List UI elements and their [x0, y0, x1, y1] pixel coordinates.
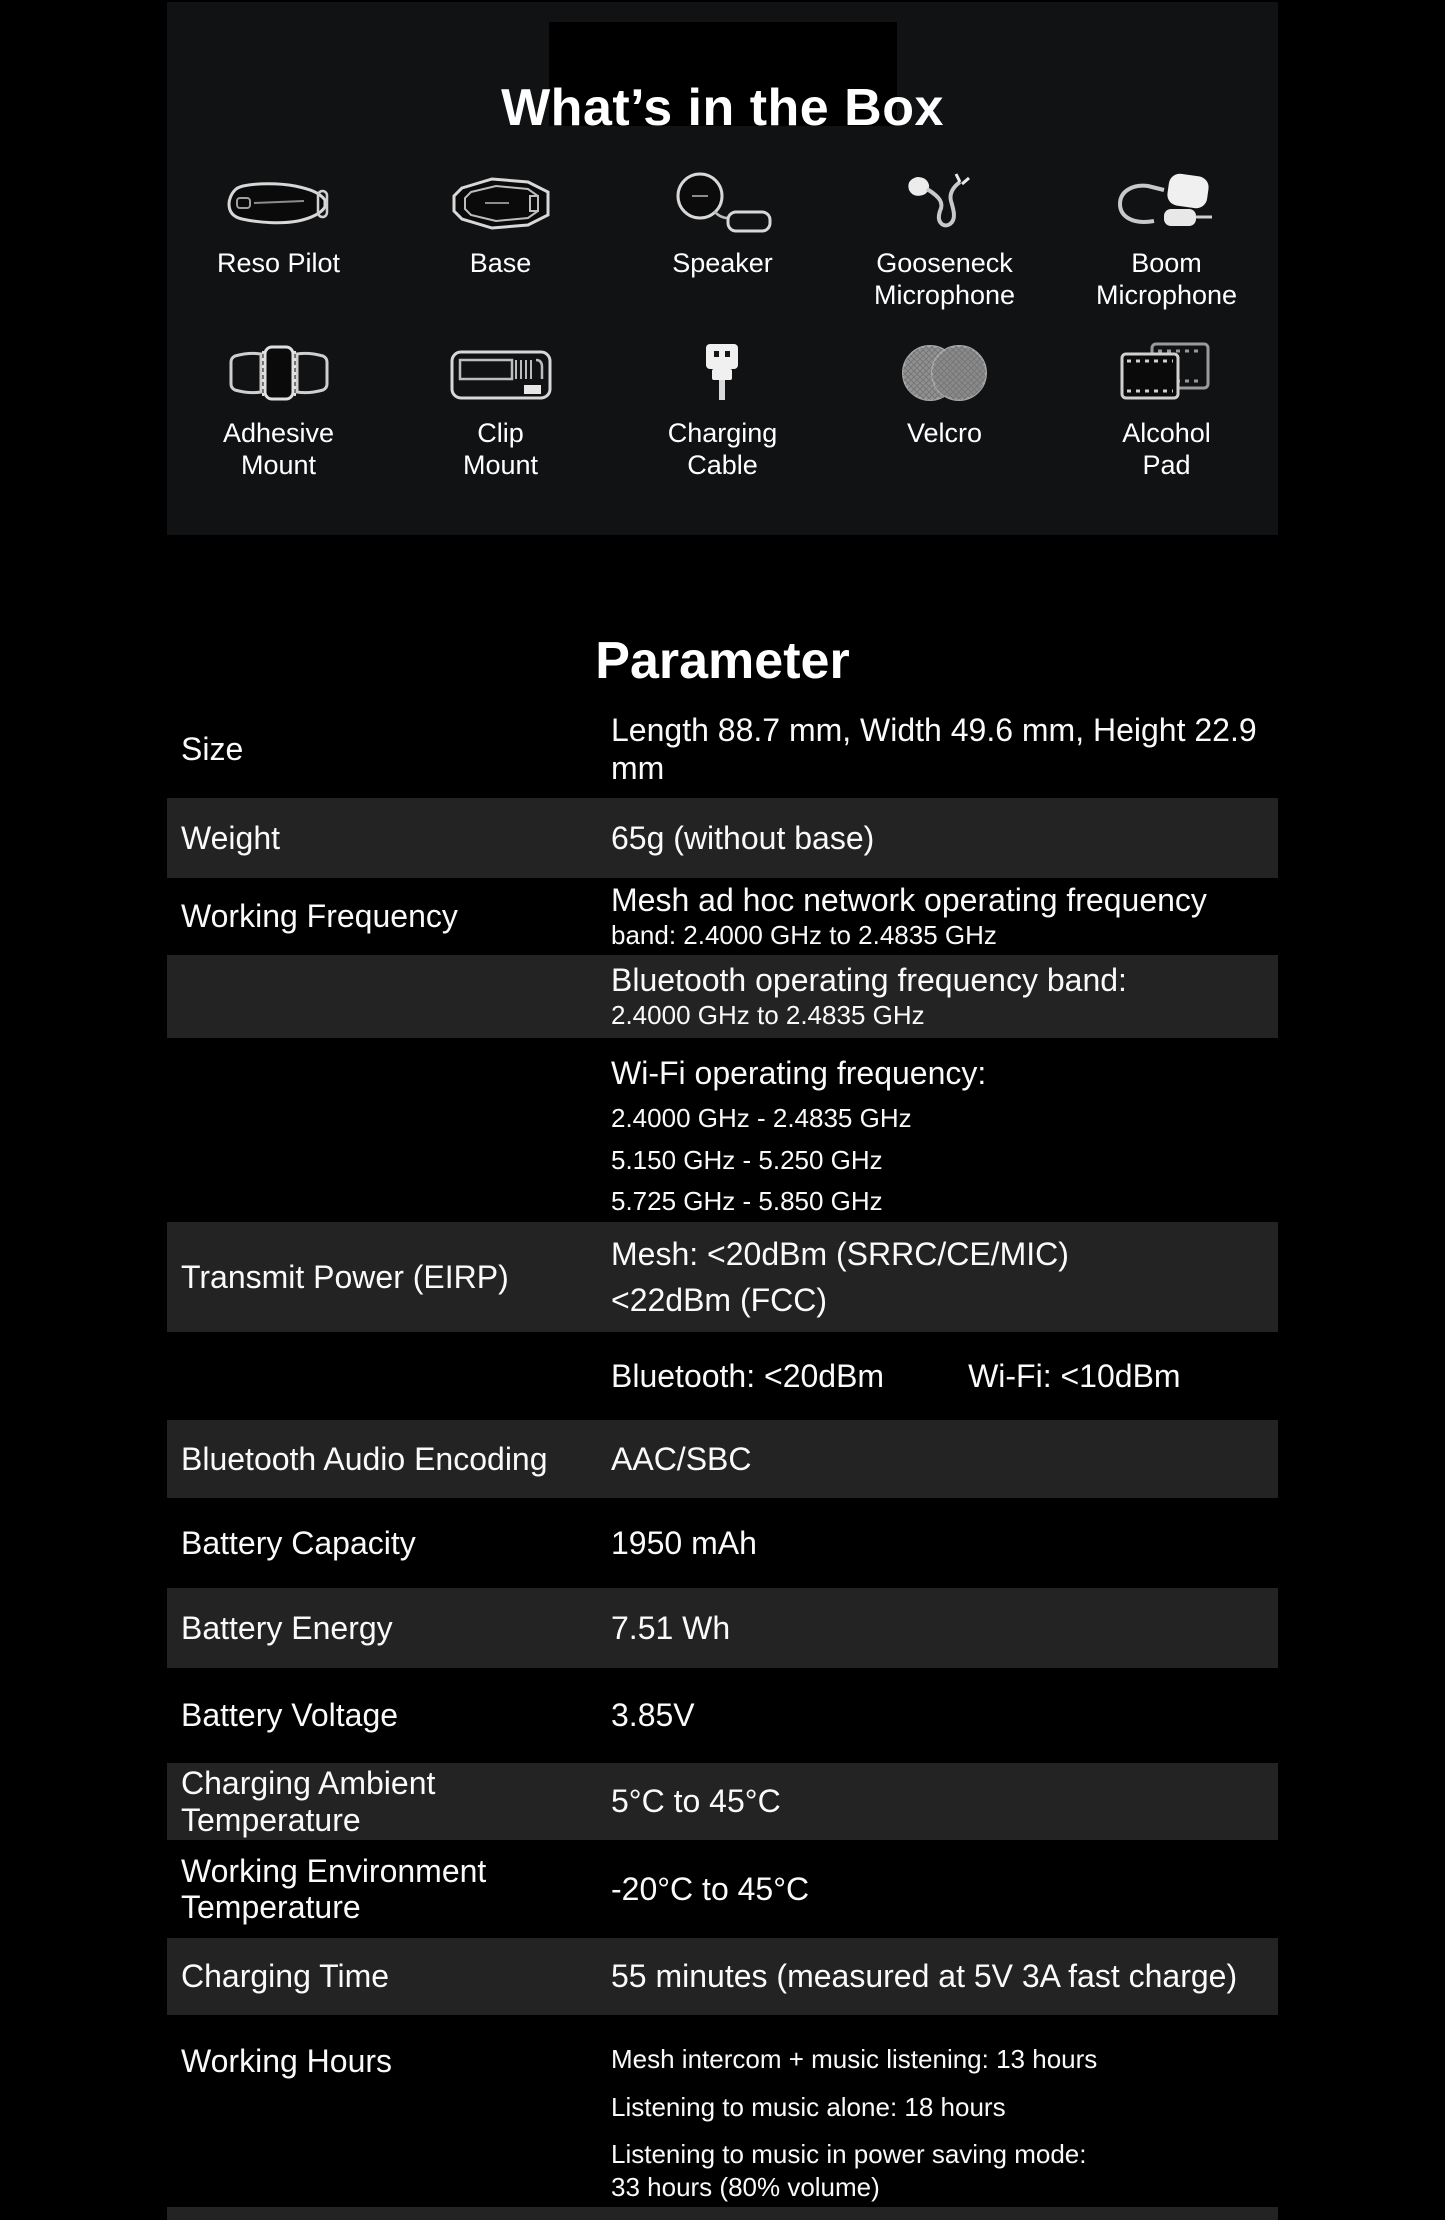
param-value: Bluetooth: <20dBm Wi-Fi: <10dBm	[611, 1357, 1181, 1394]
param-value: AAC/SBC	[611, 1440, 752, 1477]
box-item-charging-cable	[612, 340, 834, 481]
box-item-adhesive-mount	[168, 340, 390, 481]
param-value: 5°C to 45°C	[611, 1783, 781, 1820]
clip-mount-icon	[440, 340, 562, 406]
param-row-battery-capacity	[167, 1498, 1278, 1588]
param-value: Mesh intercom + music listening: 13 hours Listening to music alone: 18 hours Listening to music in power saving mode: 33 hours (80% volume)	[611, 2044, 1098, 2202]
box-item-velcro	[834, 340, 1056, 481]
base-icon	[440, 170, 562, 236]
param-value: 1950 mAh	[611, 1524, 757, 1561]
box-item-label: Reso Pilot	[216, 248, 341, 278]
reso-pilot-icon	[218, 170, 340, 236]
box-item-boom-microphone	[1056, 170, 1278, 311]
param-label: Battery Capacity	[181, 1524, 416, 1561]
param-value: Mesh ad hoc network operating frequency band: 2.4000 GHz to 2.4835 GHz	[611, 882, 1207, 951]
box-items-row-2	[167, 340, 1278, 481]
param-label: Bluetooth Audio Encoding	[181, 1440, 548, 1477]
box-item-label: Charging Cable	[667, 418, 778, 480]
param-value: -20°C to 45°C	[611, 1870, 810, 1907]
box-item-gooseneck-microphone	[834, 170, 1056, 311]
box-item-label: Gooseneck Microphone	[873, 248, 1016, 310]
box-item-label: Alcohol Pad	[1122, 418, 1211, 480]
param-row-working-hours	[167, 2015, 1278, 2207]
param-value: Mesh: <20dBm (SRRC/CE/MIC) <22dBm (FCC)	[611, 1235, 1069, 1318]
param-row-battery-voltage	[167, 1668, 1278, 1763]
param-label: Working Environment Temperature	[181, 1852, 487, 1925]
boom-microphone-icon	[1106, 170, 1228, 236]
next-row-partial	[167, 2207, 1278, 2220]
param-label: Weight	[181, 819, 281, 856]
param-row-charging-time	[167, 1938, 1278, 2015]
param-row-weight	[167, 798, 1278, 878]
box-item-base	[390, 170, 612, 311]
param-label: Transmit Power (EIRP)	[181, 1258, 509, 1295]
parameter-title: Parameter	[595, 632, 850, 691]
param-label: Charging Time	[181, 1958, 390, 1995]
param-value: 3.85V	[611, 1697, 695, 1734]
param-row-size	[167, 700, 1278, 798]
adhesive-mount-icon	[218, 340, 340, 406]
box-item-label: Base	[469, 248, 532, 278]
charging-cable-icon	[662, 340, 784, 406]
param-value: 65g (without base)	[611, 819, 875, 856]
box-items-row-1	[167, 170, 1278, 311]
box-item-label: Adhesive Mount	[222, 418, 335, 480]
param-value: Bluetooth operating frequency band: 2.4000 GHz to 2.4835 GHz	[611, 962, 1127, 1031]
box-item-clip-mount	[390, 340, 612, 481]
param-row-working-frequency	[167, 878, 1278, 955]
whats-in-box-title: What’s in the Box	[501, 78, 944, 137]
param-value: Length 88.7 mm, Width 49.6 mm, Height 22.9 mm	[611, 711, 1257, 786]
velcro-icon	[884, 340, 1006, 406]
param-label: Battery Energy	[181, 1609, 393, 1646]
box-item-label: Clip Mount	[462, 418, 539, 480]
box-item-label: Boom Microphone	[1095, 248, 1238, 310]
param-label: Battery Voltage	[181, 1697, 399, 1734]
param-value: Wi-Fi operating frequency: 2.4000 GHz - 2.4835 GHz 5.150 GHz - 5.250 GHz 5.725 GHz - 5.850 GHz	[611, 1055, 987, 1217]
box-item-alcohol-pad	[1056, 340, 1278, 481]
param-row-bluetooth-frequency	[167, 955, 1278, 1038]
param-row-working-environment-temperature	[167, 1840, 1278, 1938]
param-row-bt-wifi-power	[167, 1332, 1278, 1420]
speaker-icon	[662, 170, 784, 236]
param-label: Working Frequency	[181, 898, 458, 935]
parameter-table	[167, 700, 1278, 2207]
param-row-bluetooth-audio-encoding	[167, 1420, 1278, 1498]
box-item-label: Velcro	[906, 418, 983, 448]
param-label: Charging Ambient Temperature	[181, 1765, 436, 1838]
box-item-reso-pilot	[168, 170, 390, 311]
box-item-label: Speaker	[672, 248, 773, 278]
alcohol-pad-icon	[1106, 340, 1228, 406]
param-label: Working Hours	[181, 2043, 393, 2079]
whats-in-box-panel	[167, 2, 1278, 535]
param-row-transmit-power	[167, 1222, 1278, 1332]
param-row-charging-ambient-temperature	[167, 1763, 1278, 1840]
param-value: 7.51 Wh	[611, 1609, 731, 1646]
param-row-wifi-frequency	[167, 1038, 1278, 1222]
param-row-battery-energy	[167, 1588, 1278, 1668]
box-item-speaker	[612, 170, 834, 311]
gooseneck-microphone-icon	[884, 170, 1006, 236]
param-value: 55 minutes (measured at 5V 3A fast charge)	[611, 1958, 1238, 1995]
param-label: Size	[181, 730, 244, 767]
